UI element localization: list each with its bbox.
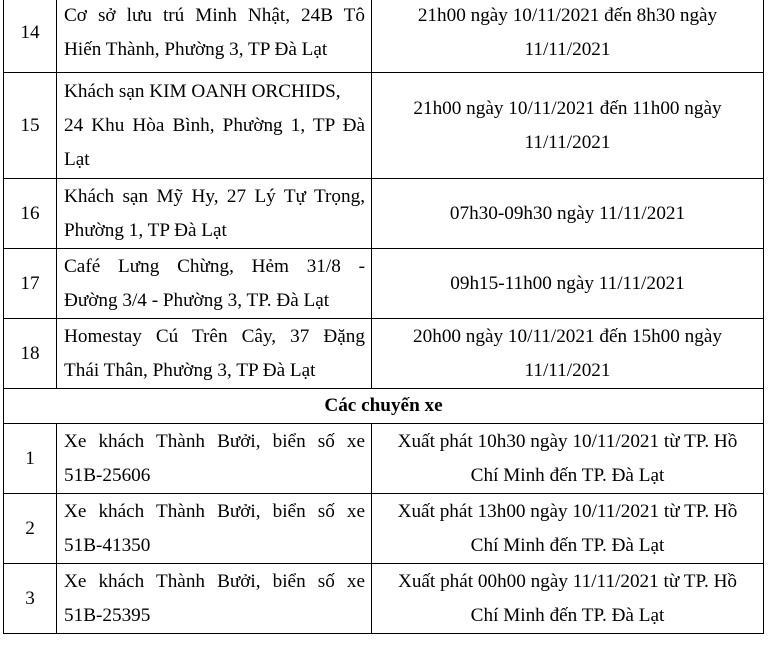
location-line: 24 Khu Hòa Bình, Phường 1, TP Đà	[64, 114, 365, 136]
row-number: 15	[4, 73, 57, 179]
vehicle-line: 51B-25606	[64, 464, 151, 486]
vehicle-cell	[57, 424, 372, 494]
location-cell	[57, 179, 372, 249]
table-row	[4, 249, 764, 319]
time-cell	[372, 73, 764, 179]
vehicle-line: 51B-25395	[64, 604, 151, 626]
time-cell	[372, 179, 764, 249]
trip-line: Xuất phát 00h00 ngày 11/11/2021 từ TP. Hồ	[397, 570, 738, 592]
location-line: Cơ sở lưu trú Minh Nhật, 24B Tô	[64, 4, 365, 26]
location-line: Khách sạn Mỹ Hy, 27 Lý Tự Trọng,	[64, 185, 365, 207]
location-cell	[57, 319, 372, 389]
table-row	[4, 0, 764, 73]
location-cell	[57, 73, 372, 179]
table-row	[4, 424, 764, 494]
trip-cell	[372, 424, 764, 494]
location-cell	[57, 249, 372, 319]
time-line: 21h00 ngày 10/11/2021 đến 11h00 ngày	[413, 97, 722, 119]
time-cell	[372, 249, 764, 319]
time-line: 11/11/2021	[524, 38, 611, 60]
location-line: Đường 3/4 - Phường 3, TP. Đà Lạt	[64, 289, 330, 311]
table-row	[4, 494, 764, 564]
vehicle-line: Xe khách Thành Bưởi, biển số xe	[64, 500, 365, 522]
time-cell	[372, 319, 764, 389]
time-line: 11/11/2021	[524, 359, 611, 381]
location-line: Lạt	[64, 148, 90, 170]
location-line: Khách sạn KIM OANH ORCHIDS,	[64, 80, 341, 102]
vehicle-line: Xe khách Thành Bưởi, biển số xe	[64, 570, 365, 592]
table-row	[4, 319, 764, 389]
trip-line: Chí Minh đến TP. Đà Lạt	[470, 464, 665, 486]
trip-line: Chí Minh đến TP. Đà Lạt	[470, 534, 665, 556]
trip-cell	[372, 494, 764, 564]
trip-line: Xuất phát 13h00 ngày 10/11/2021 từ TP. Hồ	[397, 500, 738, 522]
row-number: 16	[4, 179, 57, 249]
row-number: 1	[4, 424, 57, 494]
row-number: 17	[4, 249, 57, 319]
time-line: 09h15-11h00 ngày 11/11/2021	[450, 272, 685, 294]
location-line: Café Lưng Chừng, Hẻm 31/8 -	[64, 255, 365, 277]
trip-line: Chí Minh đến TP. Đà Lạt	[470, 604, 665, 626]
section-row	[4, 389, 764, 424]
row-number: 3	[4, 564, 57, 634]
location-line: Phường 1, TP Đà Lạt	[64, 219, 227, 241]
location-line: Thái Thân, Phường 3, TP Đà Lạt	[64, 359, 316, 381]
time-line: 11/11/2021	[524, 131, 611, 153]
table-row	[4, 73, 764, 179]
section-title: Các chuyến xe	[4, 389, 764, 424]
time-line: 21h00 ngày 10/11/2021 đến 8h30 ngày	[417, 4, 718, 26]
location-line: Hiến Thành, Phường 3, TP Đà Lạt	[64, 38, 328, 60]
table-row	[4, 564, 764, 634]
time-cell	[372, 0, 764, 73]
time-line: 20h00 ngày 10/11/2021 đến 15h00 ngày	[413, 325, 722, 347]
vehicle-cell	[57, 564, 372, 634]
row-number: 18	[4, 319, 57, 389]
locations-table	[3, 0, 764, 634]
time-line: 07h30-09h30 ngày 11/11/2021	[449, 202, 686, 224]
location-cell	[57, 0, 372, 73]
vehicle-cell	[57, 494, 372, 564]
vehicle-line: Xe khách Thành Bưởi, biển số xe	[64, 430, 365, 452]
table-row	[4, 179, 764, 249]
trip-line: Xuất phát 10h30 ngày 10/11/2021 từ TP. Hồ	[397, 430, 738, 452]
trip-cell	[372, 564, 764, 634]
row-number: 14	[4, 0, 57, 73]
row-number: 2	[4, 494, 57, 564]
vehicle-line: 51B-41350	[64, 534, 151, 556]
location-line: Homestay Cú Trên Cây, 37 Đặng	[64, 325, 365, 347]
